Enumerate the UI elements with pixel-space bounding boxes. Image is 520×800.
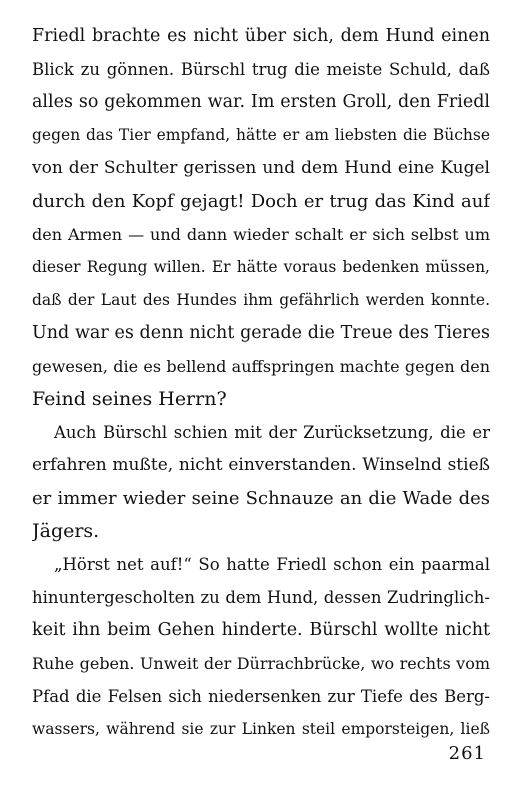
text-line: daß der Laut des Hundes ihm gefährlich werden konnte. — [32, 291, 490, 309]
text-line: Auch Bürschl schien mit der Zurücksetzung, die er — [54, 423, 490, 442]
text-line: Friedl brachte es nicht über sich, dem Hund einen — [32, 26, 490, 46]
text-line: Feind seines Herrn? — [32, 388, 227, 410]
text-line: keit ihn beim Gehen hinderte. Bürschl wollte nicht — [32, 620, 490, 640]
text-line: hinuntergescholten zu dem Hund, dessen Zudringlich- — [32, 588, 490, 607]
text-line: „Hörst net auf!“ So hatte Friedl schon ein paarmal — [54, 555, 490, 574]
page-number: 261 — [448, 743, 486, 764]
text-line: erfahren mußte, nicht einverstanden. Winselnd stieß — [32, 455, 490, 475]
text-line: von der Schulter gerissen und dem Hund eine Kugel — [32, 158, 490, 178]
text-line: wassers, während sie zur Linken steil emporsteigen, ließ — [32, 720, 490, 738]
paragraph-1 — [32, 20, 490, 416]
text-line: er immer wieder seine Schnauze an die Wade des — [32, 488, 490, 509]
text-line: Und war es denn nicht gerade die Treue des Tieres — [32, 323, 490, 343]
text-line: durch den Kopf gejagt! Doch er trug das Kind auf — [32, 191, 490, 212]
text-line: gewesen, die es bellend auffspringen machte gegen den — [32, 357, 490, 376]
text-line: Pfad die Felsen sich niedersenken zur Tiefe des Berg- — [32, 687, 490, 706]
text-line: den Armen — und dann wieder schalt er sich selbst um — [32, 225, 490, 244]
text-line: dieser Regung willen. Er hätte voraus bedenken müssen, — [32, 258, 490, 276]
text-line: Jägers. — [32, 520, 100, 542]
text-line: Ruhe geben. Unweit der Dürrachbrücke, wo rechts vom — [32, 654, 490, 673]
text-line: alles so gekommen war. Im ersten Groll, den Friedl — [32, 92, 490, 112]
text-line: gegen das Tier empfand, hätte er am liebsten die Büchse — [32, 126, 490, 144]
paragraph-3 — [32, 548, 490, 746]
text-line: Blick zu gönnen. Bürschl trug die meiste Schuld, daß — [32, 60, 490, 79]
body-text — [32, 20, 490, 746]
paragraph-2 — [32, 416, 490, 548]
